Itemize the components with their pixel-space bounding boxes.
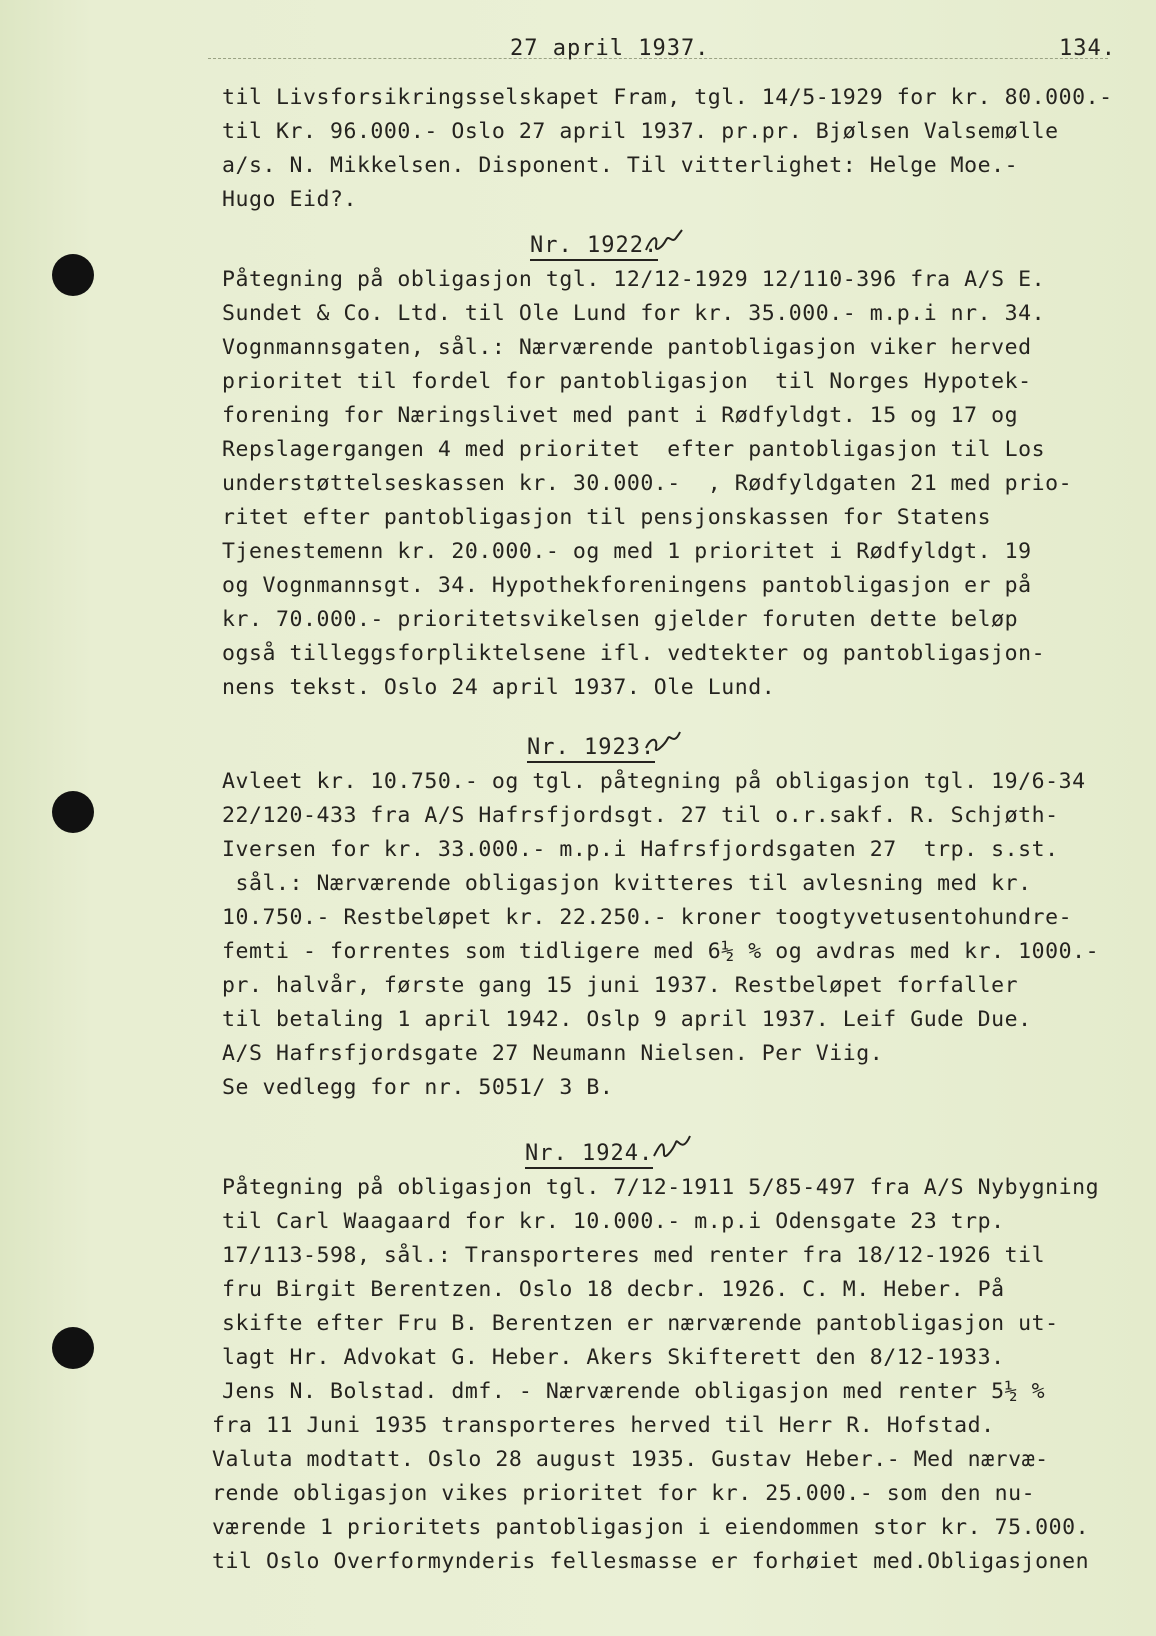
text-line: a/s. N. Mikkelsen. Disponent. Til vitterlighet: Helge Moe.- (222, 153, 1019, 178)
text-line: til Kr. 96.000.- Oslo 27 april 1937. pr.pr. Bjølsen Valsemølle (222, 119, 1059, 144)
text-line: værende 1 prioritets pantobligasjon i eiendommen stor kr. 75.000. (212, 1515, 1090, 1540)
entry-number-1924: Nr. 1924. (525, 1141, 653, 1166)
text-line: Valuta modtatt. Oslo 28 august 1935. Gustav Heber.- Med nærvæ- (212, 1447, 1049, 1472)
text-line: Tjenestemenn kr. 20.000.- og med 1 prioritet i Rødfyldgt. 19 (222, 539, 1032, 564)
punch-hole-bottom (52, 1327, 94, 1369)
text-line: prioritet til fordel for pantobligasjon til Norges Hypotek- (222, 369, 1032, 394)
text-line: Vognmannsgaten, sål.: Nærværende pantobligasjon viker herved (222, 335, 1032, 360)
text-line: 10.750.- Restbeløpet kr. 22.250.- kroner toogtyvetusentohundre- (222, 905, 1073, 930)
text-line: Påtegning på obligasjon tgl. 7/12-1911 5/85-497 fra A/S Nybygning (222, 1175, 1100, 1200)
text-line: forening for Næringslivet med pant i Rødfyldgt. 15 og 17 og (222, 403, 1019, 428)
punch-hole-top (52, 254, 94, 296)
text-line: Avleet kr. 10.750.- og tgl. påtegning på obligasjon tgl. 19/6-34 (222, 769, 1086, 794)
header-date: 27 april 1937. (510, 36, 710, 61)
text-line: sål.: Nærværende obligasjon kvitteres til avlesning med kr. (222, 871, 1032, 896)
entry-number-1923: Nr. 1923. (527, 735, 655, 760)
initials-mark (642, 226, 686, 258)
text-line: Påtegning på obligasjon tgl. 12/12-1929 12/110-396 fra A/S E. (222, 267, 1046, 292)
initials-mark (650, 1132, 694, 1164)
initials-mark (642, 726, 686, 758)
text-line: Se vedlegg for nr. 5051/ 3 B. (222, 1075, 614, 1100)
text-line: også tilleggsforpliktelsene ifl. vedtekter og pantobligasjon- (222, 641, 1046, 666)
text-line: lagt Hr. Advokat G. Heber. Akers Skifterett den 8/12-1933. (222, 1345, 1005, 1370)
text-line: til betaling 1 april 1942. Oslp 9 april 1937. Leif Gude Due. (222, 1007, 1032, 1032)
text-line: Repslagergangen 4 med prioritet efter pantobligasjon til Los (222, 437, 1046, 462)
entry-number-1922: Nr. 1922. (530, 233, 658, 258)
text-line: til Oslo Overformynderis fellesmasse er forhøiet med.Obligasjonen (212, 1549, 1090, 1574)
text-line: Jens N. Bolstad. dmf. - Nærværende obligasjon med renter 5½ % (222, 1379, 1046, 1404)
page-number: 134. (1059, 36, 1116, 61)
text-line: A/S Hafrsfjordsgate 27 Neumann Nielsen. Per Viig. (222, 1041, 884, 1066)
text-line: 17/113-598, sål.: Transporteres med renter fra 18/12-1926 til (222, 1243, 1046, 1268)
text-line: og Vognmannsgt. 34. Hypothekforeningens pantobligasjon er på (222, 573, 1032, 598)
text-line: ritet efter pantobligasjon til pensjonskassen for Statens (222, 505, 992, 530)
text-line: nens tekst. Oslo 24 april 1937. Ole Lund. (222, 675, 776, 700)
text-line: kr. 70.000.- prioritetsvikelsen gjelder foruten dette beløp (222, 607, 1019, 632)
text-line: femti - forrentes som tidligere med 6½ % og avdras med kr. 1000.- (222, 939, 1100, 964)
text-line: Iversen for kr. 33.000.- m.p.i Hafrsfjordsgaten 27 trp. s.st. (222, 837, 1059, 862)
punch-hole-middle (52, 791, 94, 833)
page-header (208, 36, 1128, 66)
text-line: pr. halvår, første gang 15 juni 1937. Restbeløpet forfaller (222, 973, 1019, 998)
text-line: til Carl Waagaard for kr. 10.000.- m.p.i Odensgate 23 trp. (222, 1209, 1005, 1234)
text-line: rende obligasjon vikes prioritet for kr. 25.000.- som den nu- (212, 1481, 1036, 1506)
text-line: skifte efter Fru B. Berentzen er nærværende pantobligasjon ut- (222, 1311, 1059, 1336)
text-line: Hugo Eid?. (222, 187, 357, 212)
text-line: Sundet & Co. Ltd. til Ole Lund for kr. 35.000.- m.p.i nr. 34. (222, 301, 1046, 326)
text-line: 22/120-433 fra A/S Hafrsfjordsgt. 27 til o.r.sakf. R. Schjøth- (222, 803, 1059, 828)
text-line: understøttelseskassen kr. 30.000.- , Rødfyldgaten 21 med prio- (222, 471, 1073, 496)
text-line: fru Birgit Berentzen. Oslo 18 decbr. 1926. C. M. Heber. På (222, 1277, 1005, 1302)
text-line: til Livsforsikringsselskapet Fram, tgl. 14/5-1929 for kr. 80.000.- (222, 85, 1113, 110)
text-line: fra 11 Juni 1935 transporteres herved til Herr R. Hofstad. (212, 1413, 995, 1438)
